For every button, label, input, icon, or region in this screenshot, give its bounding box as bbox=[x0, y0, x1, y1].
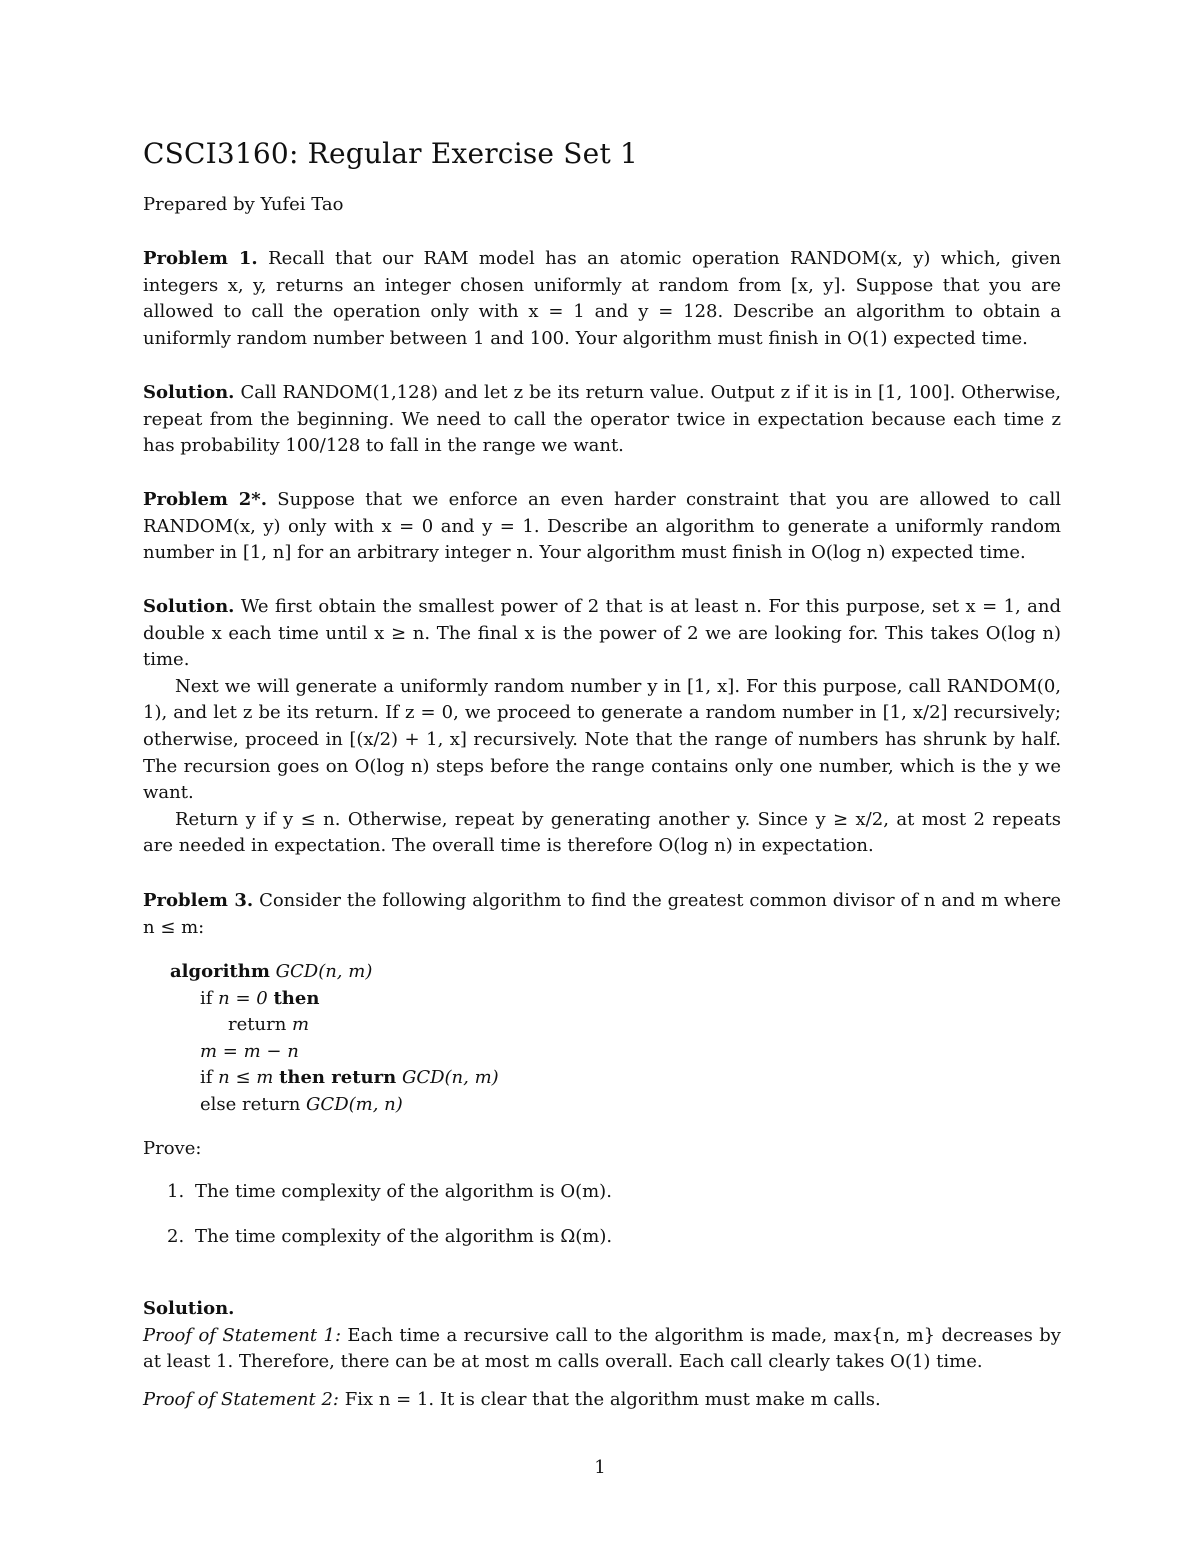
algo-line-1: algorithm GCD(n, m) bbox=[170, 961, 373, 982]
problem-2-label: Problem 2*. bbox=[143, 489, 267, 510]
problem-3-label: Problem 3. bbox=[143, 890, 254, 911]
gcd-algorithm bbox=[170, 959, 499, 1119]
algo-line-2: if n = 0 then bbox=[200, 987, 320, 1009]
solution-3-label: Solution. bbox=[143, 1298, 235, 1319]
page-number: 1 bbox=[594, 1457, 606, 1478]
solution-1-text: Call RANDOM(1,128) and let z be its return value. Output z if it is in [1, 100]. Otherwise, repeat from the beginning. We need to call the operator twice in expectation because each time z has probability 100/128 to fall in the range we want. bbox=[143, 382, 1061, 457]
solution-2 bbox=[143, 594, 1061, 860]
problem-1 bbox=[143, 246, 1061, 352]
proof-1-label: Proof of Statement 1: bbox=[143, 1324, 342, 1346]
document-title: CSCI3160: Regular Exercise Set 1 bbox=[143, 137, 639, 170]
solution-2-para-3: Return y if y ≤ n. Otherwise, repeat by generating another y. Since y ≥ x/2, at most 2 repeats are needed in expectation. The overall time is therefore O(log n) in expectation. bbox=[143, 808, 1061, 857]
prove-label: Prove: bbox=[143, 1138, 202, 1159]
proof-2-text: Fix n = 1. It is clear that the algorithm must make m calls. bbox=[344, 1389, 881, 1410]
author-byline: Prepared by Yufei Tao bbox=[143, 194, 344, 215]
problem-3-text: Consider the following algorithm to find the greatest common divisor of n and m where n ≤ m: bbox=[143, 890, 1061, 938]
solution-2-para-1: We first obtain the smallest power of 2 that is at least n. For this purpose, set x = 1, and double x each time until x ≥ n. The final x is the power of 2 we are looking for. This takes O(log n) time. bbox=[143, 596, 1061, 671]
statement-item: 1. The time complexity of the algorithm is O(m). bbox=[167, 1181, 612, 1202]
algo-line-4: m = m − n bbox=[200, 1040, 299, 1062]
proof-2-label: Proof of Statement 2: bbox=[143, 1389, 339, 1410]
solution-3 bbox=[143, 1296, 1061, 1376]
problem-1-text: Recall that our RAM model has an atomic operation RANDOM(x, y) which, given integers x, y, returns an integer chosen uniformly at random from [x, y]. Suppose that you are allowed to call the operation only with x = 1 and y = 128. Describe an algorithm to obtain a uniformly random number between 1 and 100. Your algorithm must finish in O(1) expected time. bbox=[143, 248, 1061, 349]
algo-line-6: else return GCD(m, n) bbox=[200, 1093, 403, 1115]
solution-1-label: Solution. bbox=[143, 382, 235, 403]
problem-3 bbox=[143, 888, 1061, 941]
problem-2-text: Suppose that we enforce an even harder constraint that you are allowed to call RANDOM(x, y) only with x = 0 and y = 1. Describe an algorithm to generate a uniformly random number in [1, n] for an arbitrary integer n. Your algorithm must finish in O(log n) expected time. bbox=[143, 489, 1061, 564]
statement-item: 2. The time complexity of the algorithm is Ω(m). bbox=[167, 1226, 613, 1247]
solution-2-label: Solution. bbox=[143, 596, 235, 617]
solution-2-para-2: Next we will generate a uniformly random number y in [1, x]. For this purpose, call RANDOM(0, 1), and let z be its return. If z = 0, we proceed to generate a random number in [1, x/2] recursively; otherwise, proceed in [(x/2) + 1, x] recursively. Note that the range of numbers has shrunk by half. The recursion goes on O(log n) steps before the range contains only one number, which is the y we want. bbox=[143, 675, 1061, 804]
proof-2 bbox=[143, 1387, 1061, 1414]
algo-line-5: if n ≤ m then return GCD(n, m) bbox=[200, 1067, 499, 1089]
solution-1 bbox=[143, 380, 1061, 460]
problem-2 bbox=[143, 487, 1061, 567]
proof-1-text: Each time a recursive call to the algorithm is made, max{n, m} decreases by at least 1. Therefore, there can be at most m calls overall. Each call clearly takes O(1) time. bbox=[143, 1324, 1061, 1373]
problem-1-label: Problem 1. bbox=[143, 248, 258, 269]
algo-line-3: return m bbox=[228, 1014, 310, 1036]
